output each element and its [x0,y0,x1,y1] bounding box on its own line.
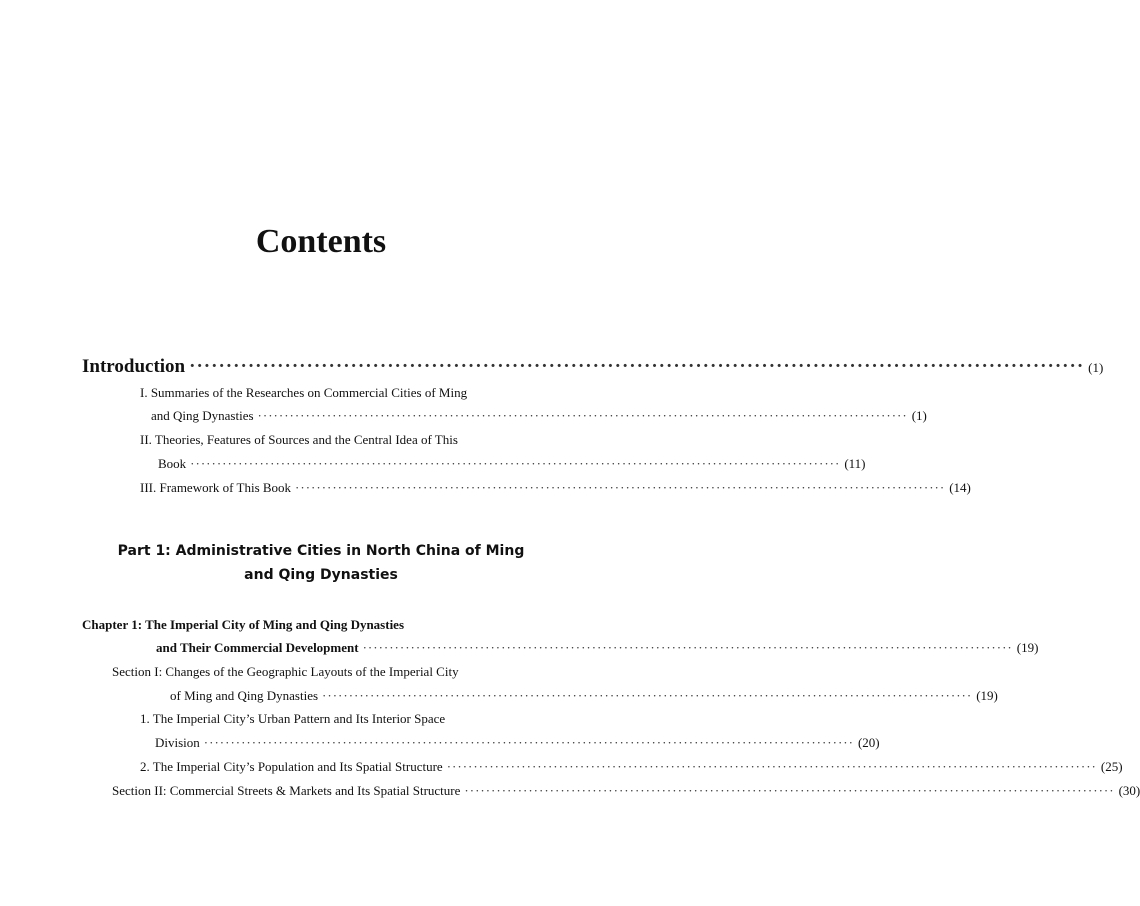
toc-leader-dots: ·························································································································· [190,456,841,471]
page-title: Contents [255,223,387,260]
toc-page-number: (1) [1088,360,1104,375]
toc-entry-intro-2-line1[interactable]: II. Theories, Features of Sources and the Central Idea of This [140,432,458,447]
toc-page-number: (11) [844,456,866,471]
toc-leader-dots: ·························································································································· [257,408,908,423]
toc-entry-sub-1[interactable] [155,735,880,751]
toc-entry-intro-2[interactable] [158,456,866,472]
toc-page-number: (19) [1016,640,1039,655]
toc-entry-sub-1-line1[interactable]: 1. The Imperial City’s Urban Pattern and Its Interior Space [140,711,446,726]
toc-entry-label: III. Framework of This Book [140,480,292,495]
toc-entry-label: and Their Commercial Development [156,640,359,655]
toc-entry-label: Section II: Commercial Streets & Markets and Its Spatial Structure [112,783,461,798]
toc-leader-dots: ·························································································································· [189,356,1085,377]
toc-leader-dots: ·························································································································· [464,783,1115,798]
toc-entry-section-1[interactable] [170,688,998,704]
toc-leader-dots: ·························································································································· [362,640,1013,655]
toc-page-number: (1) [911,408,927,423]
toc-entry-label: Division [155,735,200,750]
toc-entry-introduction[interactable] [82,356,1104,379]
toc-entry-section-1-line1[interactable]: Section I: Changes of the Geographic Layouts of the Imperial City [112,664,459,679]
toc-page-number: (30) [1118,783,1140,798]
toc-entry-label: and Qing Dynasties [151,408,254,423]
toc-page-number: (25) [1100,759,1123,774]
toc-page-number: (14) [949,480,971,495]
toc-entry-label: Book [158,456,187,471]
toc-entry-label: Introduction [82,356,186,377]
part-heading-line2[interactable]: and Qing Dynasties [244,567,398,583]
toc-leader-dots: ·························································································································· [295,480,946,495]
toc-entry-intro-1-line1[interactable]: I. Summaries of the Researches on Commercial Cities of Ming [140,385,468,400]
toc-entry-sub-2[interactable] [140,759,1123,775]
toc-entry-label: of Ming and Qing Dynasties [170,688,319,703]
toc-leader-dots: ·························································································································· [322,688,973,703]
part-heading-line1[interactable]: Part 1: Administrative Cities in North China of Ming [117,543,525,559]
toc-entry-chapter-1-line1[interactable]: Chapter 1: The Imperial City of Ming and Qing Dynasties [82,617,405,632]
toc-page-number: (20) [857,735,880,750]
toc-entry-section-2[interactable] [112,783,1140,799]
toc-entry-label: 2. The Imperial City’s Population and Its Spatial Structure [140,759,443,774]
toc-entry-intro-3[interactable] [140,480,971,496]
toc-entry-chapter-1[interactable] [156,640,1039,656]
toc-leader-dots: ·························································································································· [203,735,854,750]
toc-page-number: (19) [976,688,998,703]
toc-entry-intro-1[interactable] [151,408,927,424]
toc-leader-dots: ·························································································································· [446,759,1097,774]
